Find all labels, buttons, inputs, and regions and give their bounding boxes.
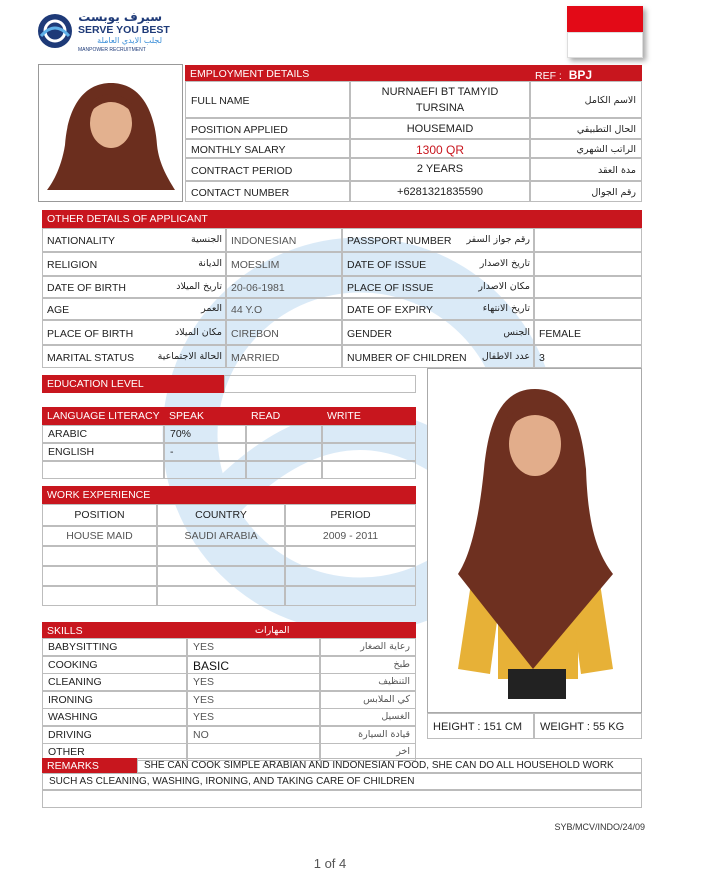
other-value-right bbox=[534, 228, 642, 252]
employment-value: 1300 QR bbox=[350, 139, 530, 158]
logo-name: SERVE YOU BEST bbox=[78, 24, 170, 36]
other-label-right: PASSPORT NUMBER bbox=[342, 228, 534, 252]
work-cell-empty bbox=[157, 566, 285, 586]
other-value-right bbox=[534, 252, 642, 276]
language-cell bbox=[322, 443, 416, 461]
work-cell-empty bbox=[285, 546, 416, 566]
skill-arabic-label: طبخ bbox=[320, 656, 416, 674]
employment-value: NURNAEFI BT TAMYID TURSINA bbox=[350, 81, 530, 118]
skill-value: YES bbox=[187, 708, 320, 726]
employment-header: EMPLOYMENT DETAILS bbox=[185, 65, 530, 81]
skill-arabic-label: التنظيف bbox=[320, 673, 416, 691]
logo-arabic-tagline: لجلب الايدي العاملة bbox=[97, 36, 162, 45]
work-cell-empty bbox=[157, 546, 285, 566]
other-arabic-label: تاريخ الميلاد bbox=[176, 281, 222, 292]
skill-label: CLEANING bbox=[42, 673, 187, 691]
remarks-label: REMARKS bbox=[42, 758, 137, 773]
skill-label: BABYSITTING bbox=[42, 638, 187, 656]
language-cell: ENGLISH bbox=[42, 443, 164, 461]
language-cell: - bbox=[164, 443, 246, 461]
logo-globe-icon bbox=[36, 12, 74, 50]
work-cell-empty bbox=[157, 586, 285, 606]
language-cell-empty bbox=[42, 461, 164, 479]
other-details-header: OTHER DETAILS OF APPLICANT bbox=[42, 210, 642, 228]
work-column-header: PERIOD bbox=[285, 504, 416, 526]
applicant-photo-full bbox=[427, 368, 642, 713]
employment-value: +6281321835590 bbox=[350, 181, 530, 202]
applicant-photo-small bbox=[38, 64, 183, 202]
logo-arabic-name: سيرف يوبست bbox=[78, 10, 162, 24]
other-label: DATE OF BIRTH bbox=[42, 276, 226, 298]
work-cell-empty bbox=[285, 566, 416, 586]
employment-arabic-label: مدة العقد bbox=[530, 158, 642, 181]
other-label: PLACE OF BIRTH bbox=[42, 320, 226, 345]
other-label: NATIONALITY bbox=[42, 228, 226, 252]
page-indicator[interactable]: 1 of 4 bbox=[313, 856, 347, 871]
other-arabic-label-right: تاريخ الانتهاء bbox=[482, 303, 530, 314]
skills-header: SKILLS bbox=[42, 622, 250, 638]
language-column-header: LANGUAGE LITERACY bbox=[42, 407, 164, 425]
remarks-line-1: SHE CAN COOK SIMPLE ARABIAN AND INDONESIAN FOOD, SHE CAN DO ALL HOUSEHOLD WORK bbox=[137, 758, 642, 773]
employment-label: POSITION APPLIED bbox=[185, 118, 350, 139]
education-header: EDUCATION LEVEL bbox=[42, 375, 224, 393]
skill-value: BASIC bbox=[187, 656, 320, 674]
employment-label: FULL NAME bbox=[185, 81, 350, 118]
other-value-right bbox=[534, 276, 642, 298]
work-column-header: COUNTRY bbox=[157, 504, 285, 526]
work-cell: HOUSE MAID bbox=[42, 526, 157, 546]
language-cell-empty bbox=[164, 461, 246, 479]
other-arabic-label-right: رقم جواز السفر bbox=[466, 234, 530, 245]
skill-label: OTHER bbox=[42, 743, 187, 761]
employment-label: MONTHLY SALARY bbox=[185, 139, 350, 158]
skills-arabic-header: المهارات bbox=[250, 622, 416, 638]
other-label-right: PLACE OF ISSUE bbox=[342, 276, 534, 298]
other-arabic-label: الديانة bbox=[198, 258, 222, 269]
other-label: RELIGION bbox=[42, 252, 226, 276]
other-arabic-label-right: الجنس bbox=[503, 326, 530, 338]
other-arabic-label: الجنسية bbox=[191, 234, 222, 245]
education-value bbox=[224, 375, 416, 393]
other-arabic-label-right: عدد الاطفال bbox=[481, 350, 530, 362]
other-arabic-label-right: مكان الاصدار bbox=[478, 281, 530, 292]
ref-box bbox=[530, 65, 642, 81]
other-label: MARITAL STATUS bbox=[42, 345, 226, 368]
work-cell: 2009 - 2011 bbox=[285, 526, 416, 546]
skill-label: WASHING bbox=[42, 708, 187, 726]
skill-value: YES bbox=[187, 673, 320, 691]
other-label: AGE bbox=[42, 298, 226, 320]
other-label-right: DATE OF EXPIRY bbox=[342, 298, 534, 320]
employment-arabic-label: الراتب الشهري bbox=[530, 139, 642, 158]
language-cell bbox=[322, 425, 416, 443]
other-label-right: GENDER bbox=[342, 320, 534, 345]
other-arabic-label: العمر bbox=[201, 303, 222, 314]
work-cell-empty bbox=[42, 546, 157, 566]
other-arabic-label-right: تاريخ الاصدار bbox=[479, 258, 530, 269]
language-cell: ARABIC bbox=[42, 425, 164, 443]
skill-value: NO bbox=[187, 726, 320, 744]
remarks-line-3 bbox=[42, 790, 642, 808]
skill-arabic-label: قيادة السيارة bbox=[320, 726, 416, 744]
language-column-header: READ bbox=[246, 407, 322, 425]
other-value: 44 Y.O bbox=[226, 298, 342, 320]
height-value: HEIGHT : 151 CM bbox=[427, 713, 534, 739]
skill-value: YES bbox=[187, 638, 320, 656]
language-cell: 70% bbox=[164, 425, 246, 443]
language-cell bbox=[246, 425, 322, 443]
skill-arabic-label: الغسيل bbox=[320, 708, 416, 726]
work-cell-empty bbox=[42, 586, 157, 606]
other-value: MOESLIM bbox=[226, 252, 342, 276]
language-cell-empty bbox=[246, 461, 322, 479]
employment-value: HOUSEMAID bbox=[350, 118, 530, 139]
skill-arabic-label: اخر bbox=[320, 743, 416, 761]
document-code: SYB/MCV/INDO/24/09 bbox=[554, 822, 645, 832]
work-cell-empty bbox=[42, 566, 157, 586]
employment-label: CONTRACT PERIOD bbox=[185, 158, 350, 181]
work-cell-empty bbox=[285, 586, 416, 606]
language-cell bbox=[246, 443, 322, 461]
indonesia-flag bbox=[567, 6, 643, 58]
other-label-right: DATE OF ISSUE bbox=[342, 252, 534, 276]
employment-arabic-label: الحال التطبيقي bbox=[530, 118, 642, 139]
skill-label: COOKING bbox=[42, 656, 187, 674]
skill-label: DRIVING bbox=[42, 726, 187, 744]
language-cell-empty bbox=[322, 461, 416, 479]
employment-value: 2 YEARS bbox=[350, 158, 530, 181]
skill-label: IRONING bbox=[42, 691, 187, 709]
remarks-line-2: SUCH AS CLEANING, WASHING, IRONING, AND TAKING CARE OF CHILDREN bbox=[42, 773, 642, 790]
work-column-header: POSITION bbox=[42, 504, 157, 526]
other-arabic-label: الحالة الاجتماعية bbox=[157, 350, 222, 362]
employment-label: CONTACT NUMBER bbox=[185, 181, 350, 202]
weight-value: WEIGHT : 55 KG bbox=[534, 713, 642, 739]
work-experience-header: WORK EXPERIENCE bbox=[42, 486, 416, 504]
language-column-header: SPEAK bbox=[164, 407, 246, 425]
other-value: INDONESIAN bbox=[226, 228, 342, 252]
work-cell: SAUDI ARABIA bbox=[157, 526, 285, 546]
other-value: 20-06-1981 bbox=[226, 276, 342, 298]
skill-arabic-label: رعاية الصغار bbox=[320, 638, 416, 656]
ref-label: REF : bbox=[535, 70, 562, 82]
skill-value: YES bbox=[187, 691, 320, 709]
other-arabic-label: مكان الميلاد bbox=[174, 326, 222, 338]
employment-arabic-label: الاسم الكامل bbox=[530, 81, 642, 118]
employment-arabic-label: رقم الجوال bbox=[530, 181, 642, 202]
other-value: MARRIED bbox=[226, 345, 342, 368]
logo-tagline: MANPOWER RECRUITMENT bbox=[78, 47, 146, 53]
language-column-header: WRITE bbox=[322, 407, 416, 425]
other-label-right: NUMBER OF CHILDREN bbox=[342, 345, 534, 368]
other-value: CIREBON bbox=[226, 320, 342, 345]
skill-arabic-label: كي الملابس bbox=[320, 691, 416, 709]
other-value-right: 3 bbox=[534, 345, 642, 368]
other-value-right: FEMALE bbox=[534, 320, 642, 345]
ref-value: BPJ bbox=[568, 68, 593, 82]
other-value-right bbox=[534, 298, 642, 320]
company-logo bbox=[36, 10, 176, 54]
